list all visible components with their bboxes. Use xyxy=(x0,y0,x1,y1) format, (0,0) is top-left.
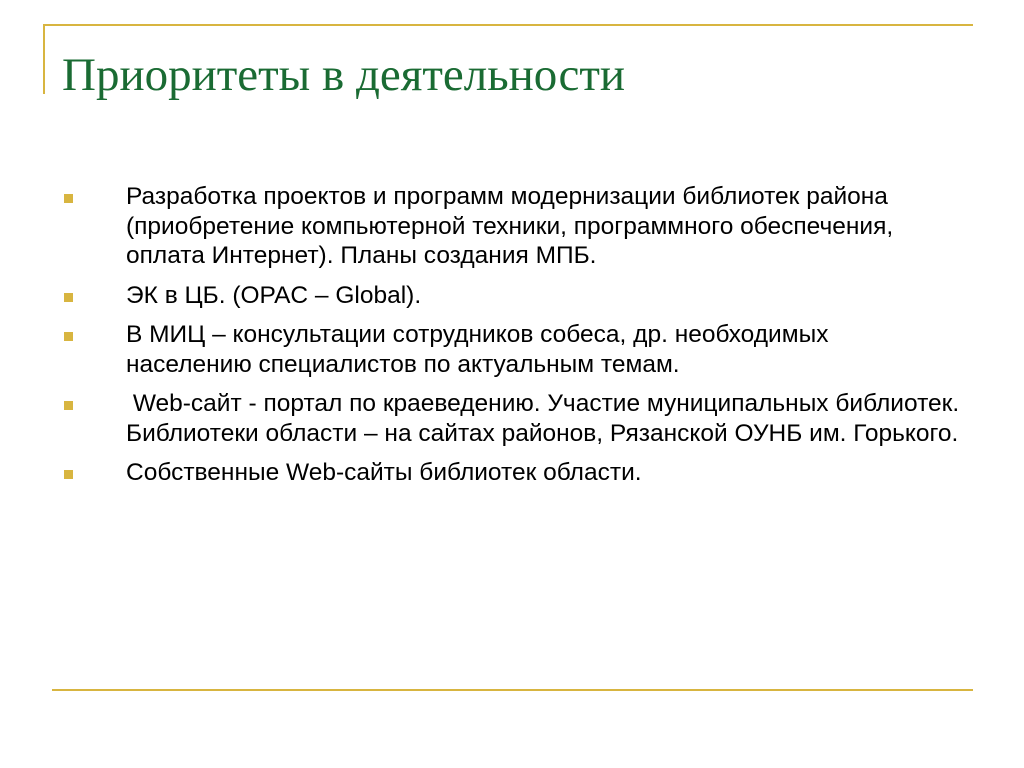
square-bullet-icon xyxy=(64,332,73,341)
left-divider xyxy=(43,24,45,94)
bullet-text: Разработка проектов и программ модернизации библиотек района (приобретение компьютерной техники, программного обеспечения, оплата Интернет). Планы создания МПБ. xyxy=(126,183,900,269)
top-divider xyxy=(43,24,973,26)
slide-title: Приоритеты в деятельности xyxy=(62,49,626,101)
bullet-list xyxy=(60,182,966,498)
bullet-text: Собственные Web-сайты библиотек области. xyxy=(126,459,642,486)
bullet-text: В МИЦ – консультации сотрудников собеса, др. необходимых населению специалистов по актуальным темам. xyxy=(126,321,836,378)
bullet-item xyxy=(60,458,960,488)
bullet-item xyxy=(60,182,960,271)
bullet-text: Web-сайт - портал по краеведению. Участие муниципальных библиотек. Библиотеки области – на сайтах районов, Рязанской ОУНБ им. Горького. xyxy=(126,390,966,447)
bullet-item xyxy=(60,320,960,379)
bottom-divider xyxy=(52,689,973,691)
bullet-item xyxy=(60,389,966,448)
bullet-item xyxy=(60,281,960,311)
square-bullet-icon xyxy=(64,470,73,479)
bullet-text: ЭК в ЦБ. (OPAC – Global). xyxy=(126,281,422,309)
square-bullet-icon xyxy=(64,293,73,302)
square-bullet-icon xyxy=(64,194,73,203)
square-bullet-icon xyxy=(64,401,73,410)
